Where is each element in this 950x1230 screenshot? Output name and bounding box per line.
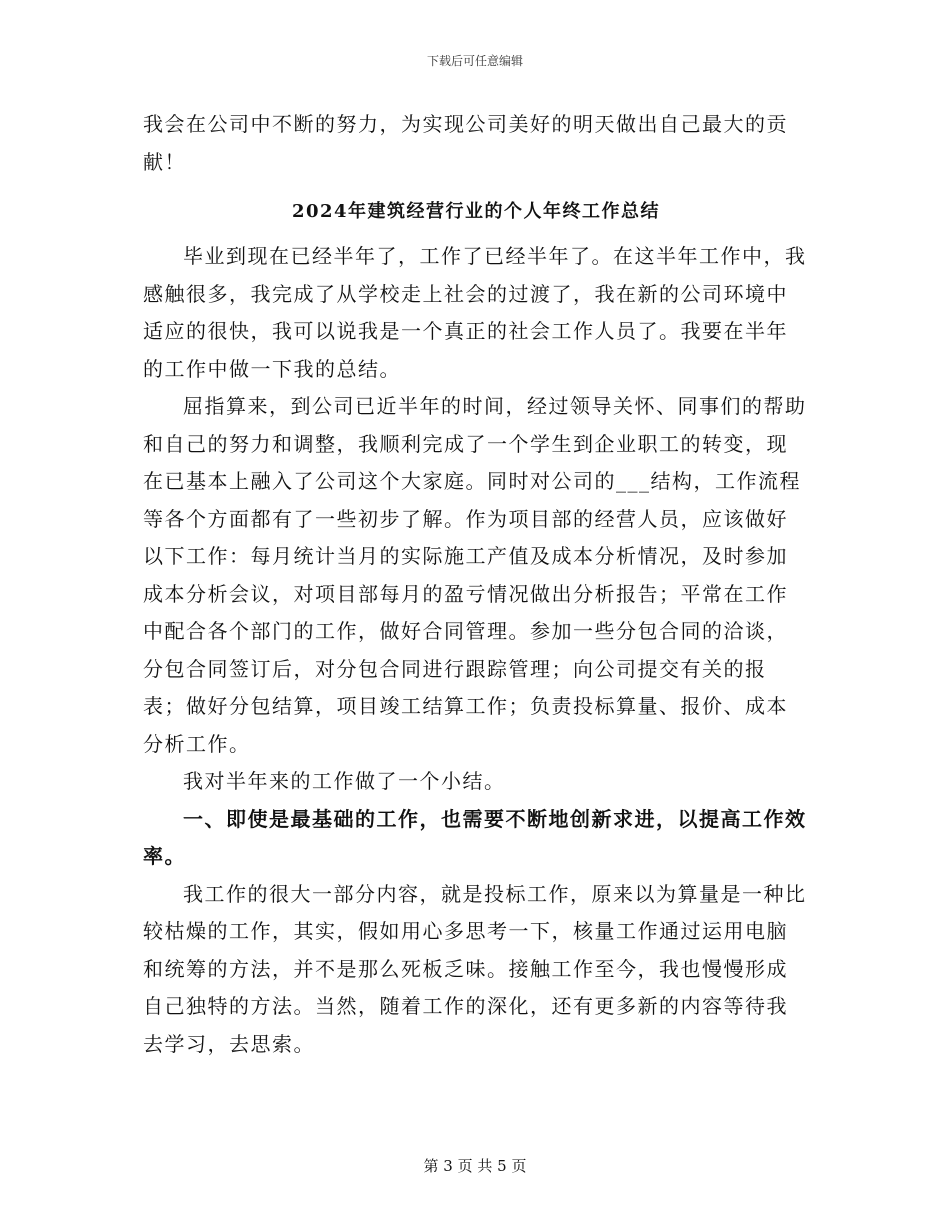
page-number-footer: 第 3 页 共 5 页 bbox=[423, 1157, 527, 1175]
paragraph-3: 我对半年来的工作做了一个小结。 bbox=[183, 769, 506, 793]
page-header: 下载后可任意编辑 bbox=[426, 54, 523, 68]
document-title: 2024年建筑经营行业的个人年终工作总结 bbox=[291, 201, 661, 222]
section-1-heading: 一、即使是最基础的工作，也需要不断地创新求进，以提高工作效率。 bbox=[143, 806, 807, 868]
document-body bbox=[143, 106, 809, 1063]
paragraph-1: 毕业到现在已经半年了，工作了已经半年了。在这半年工作中，我感触很多，我完成了从学校走上社会的过渡了，我在新的公司环境中适应的很快，我可以说我是一个真正的社会工作人员了。我要在半年的工作中做一下我的总结。 bbox=[143, 244, 807, 381]
paragraph-2: 屈指算来，到公司已近半年的时间，经过领导关怀、同事们的帮助和自己的努力和调整，我顺利完成了一个学生到企业职工的转变，现在已基本上融入了公司这个大家庭。同时对公司的___结构，工作流程等各个方面都有了一些初步了解。作为项目部的经营人员，应该做好以下工作：每月统计当月的实际施工产值及成本分析情况，及时参加成本分析会议，对项目部每月的盈亏情况做出分析报告；平常在工作中配合各个部门的工作，做好合同管理。参加一些分包合同的洽谈，分包合同签订后，对分包合同进行跟踪管理；向公司提交有关的报表；做好分包结算，项目竣工结算工作；负责投标算量、报价、成本分析工作。 bbox=[143, 394, 807, 756]
section-1-paragraph: 我工作的很大一部分内容，就是投标工作，原来以为算量是一种比较枯燥的工作，其实，假如用心多思考一下，核量工作通过运用电脑和统筹的方法，并不是那么死板乏味。接触工作至今，我也慢慢形成自己独特的方法。当然，随着工作的深化，还有更多新的内容等待我去学习，去思索。 bbox=[143, 881, 807, 1056]
continuation-paragraph: 我会在公司中不断的努力，为实现公司美好的明天做出自己最大的贡献！ bbox=[143, 112, 788, 174]
